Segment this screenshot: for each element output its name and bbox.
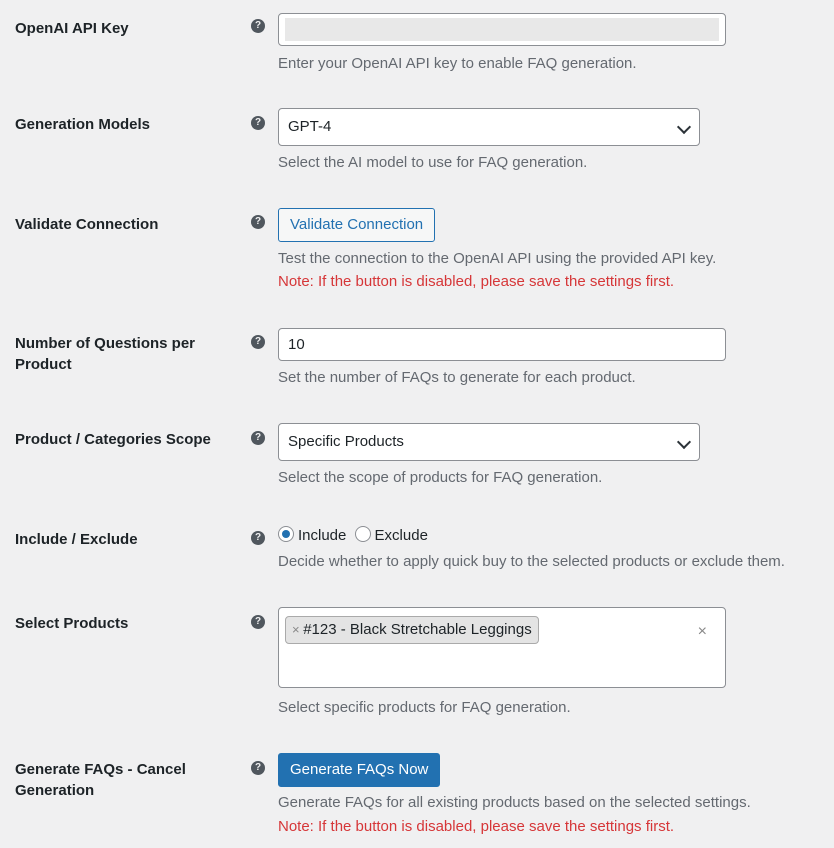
api-key-value [285,18,719,41]
questions-label: Number of Questions per Product [15,335,196,373]
include-label: Include / Exclude [15,531,138,548]
exclude-option-label: Exclude [374,527,428,544]
model-desc: Select the AI model to use for FAQ generation. [278,154,588,171]
generate-desc: Generate FAQs for all existing products based on the selected settings. [278,794,751,811]
chevron-down-icon [677,435,691,449]
api-key-desc: Enter your OpenAI API key to enable FAQ generation. [278,55,637,72]
api-key-label: OpenAI API Key [15,20,129,37]
products-multiselect[interactable] [278,607,726,688]
questions-desc: Set the number of FAQs to generate for each product. [278,369,636,386]
validate-desc: Test the connection to the OpenAI API using the provided API key. [278,250,717,267]
help-icon[interactable]: ? [251,531,265,545]
model-label: Generation Models [15,116,151,133]
help-icon[interactable]: ? [251,116,265,130]
include-radio-group [278,526,428,544]
scope-label: Product / Categories Scope [15,431,211,448]
chevron-down-icon [677,120,691,134]
exclude-radio[interactable] [355,527,428,544]
help-icon[interactable]: ? [251,615,265,629]
scope-select[interactable] [278,423,700,461]
help-icon[interactable]: ? [251,761,265,775]
help-icon[interactable]: ? [251,335,265,349]
include-option-label: Include [298,527,347,544]
scope-value: Specific Products [288,433,404,450]
model-select[interactable] [278,108,700,146]
generate-label: Generate FAQs - Cancel Generation [15,761,186,799]
clear-all-icon[interactable]: × [697,623,707,640]
product-tag-label: #123 - Black Stretchable Leggings [303,621,532,638]
remove-tag-icon[interactable]: × [292,622,304,637]
products-desc: Select specific products for FAQ generation. [278,699,571,716]
scope-desc: Select the scope of products for FAQ generation. [278,469,603,486]
include-desc: Decide whether to apply quick buy to the selected products or exclude them. [278,553,785,570]
api-key-input[interactable] [278,13,726,46]
validate-connection-button[interactable]: Validate Connection [278,208,435,242]
generate-note: Note: If the button is disabled, please save the settings first. [278,818,675,835]
radio-checked-icon [278,526,294,542]
help-icon[interactable]: ? [251,215,265,229]
validate-label: Validate Connection [15,216,159,233]
help-icon[interactable]: ? [251,431,265,445]
products-label: Select Products [15,615,129,632]
model-value: GPT-4 [288,118,332,135]
generate-faqs-button[interactable]: Generate FAQs Now [278,753,440,787]
validate-note: Note: If the button is disabled, please save the settings first. [278,273,675,290]
product-tag [285,616,539,644]
questions-input[interactable]: 10 [278,328,726,361]
include-radio[interactable] [278,527,346,544]
help-icon[interactable]: ? [251,19,265,33]
radio-unchecked-icon [355,526,371,542]
